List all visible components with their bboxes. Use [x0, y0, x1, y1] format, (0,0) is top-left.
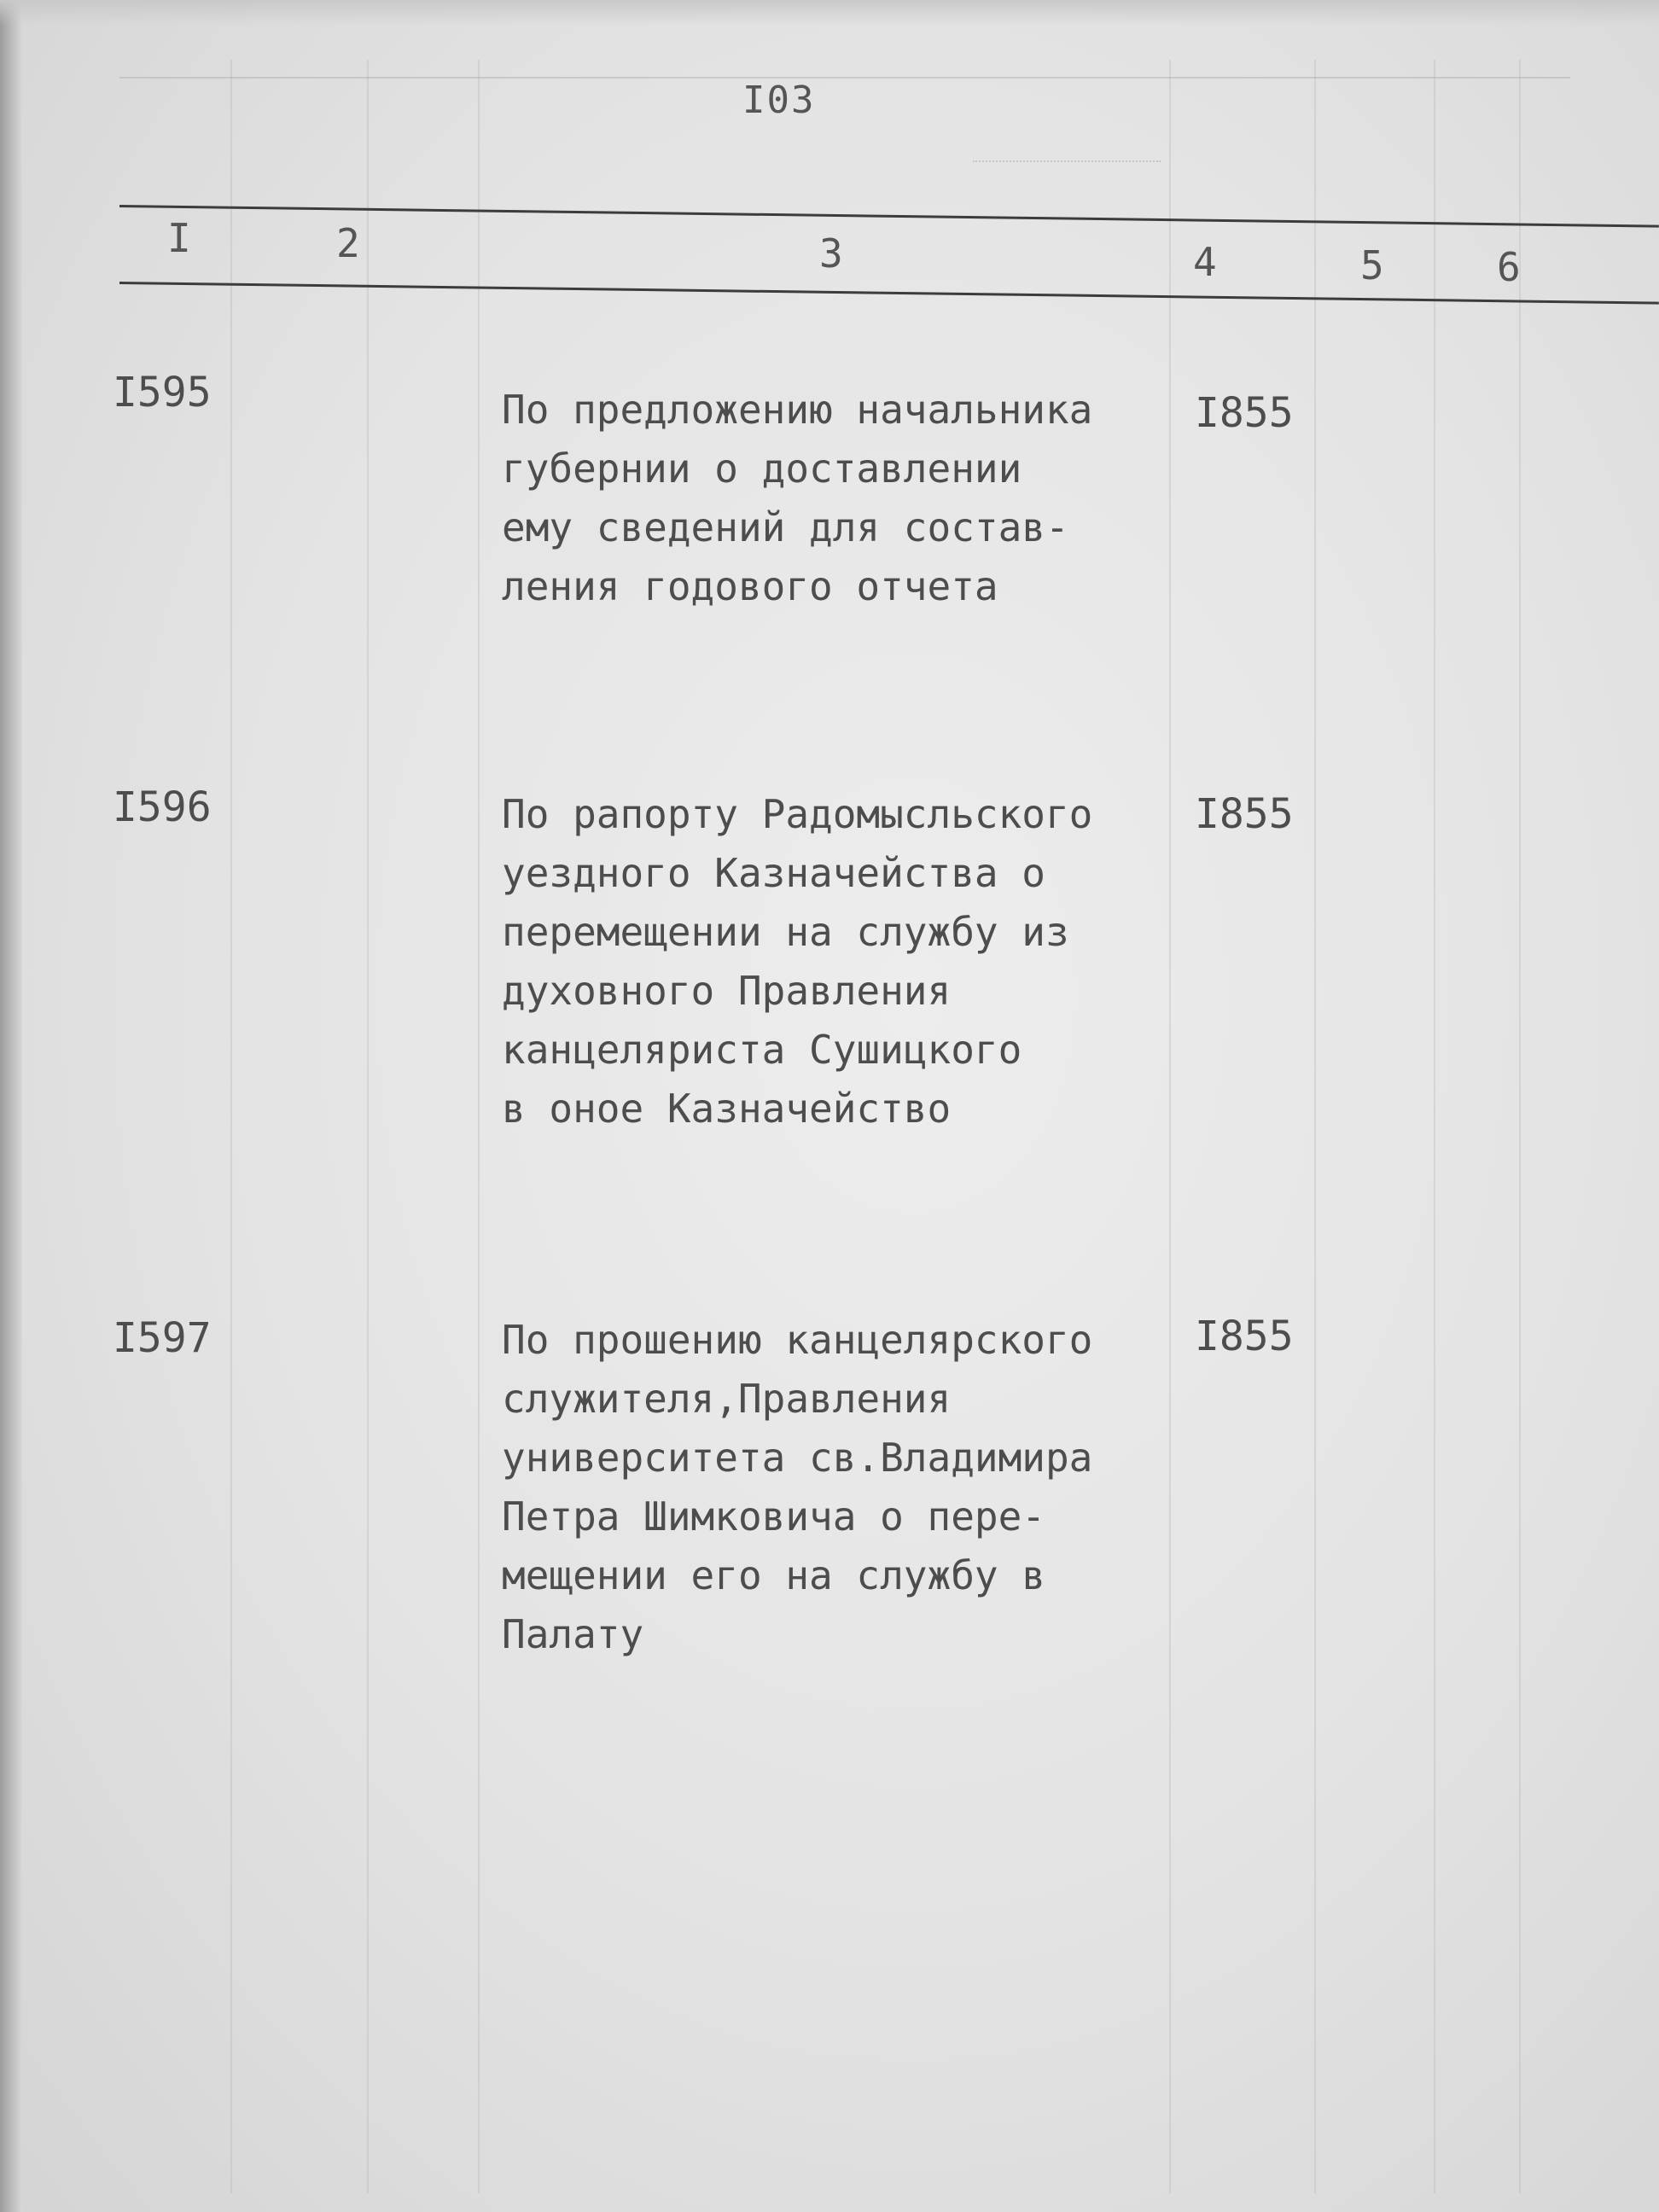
- column-divider: [367, 60, 369, 2193]
- faint-header-grid: [119, 77, 1570, 189]
- page-number: I03: [742, 79, 816, 122]
- column-divider: [478, 60, 480, 2193]
- entry-year: I855: [1195, 1313, 1294, 1360]
- entry-year: I855: [1195, 790, 1294, 838]
- column-divider: [1519, 60, 1521, 2193]
- column-divider: [1169, 60, 1171, 2193]
- faint-header-mark: [973, 145, 1161, 162]
- column-divider: [1434, 60, 1435, 2193]
- entry-description: По рапорту Радомысльского уездного Казначейства о перемещении на службу из духовного Правления канцеляриста Сушицкого в оное Казначейство: [502, 791, 1093, 1132]
- column-number-1: I: [167, 215, 191, 261]
- entry-description: По прошению канцелярского служителя,Правления университета св.Владимира Петра Шимковича о пере- мещении его на службу в Палату: [502, 1317, 1093, 1657]
- header-rule-bottom: [119, 282, 1659, 305]
- entry-number: I595: [113, 369, 212, 416]
- column-number-4: 4: [1193, 239, 1217, 285]
- entry-description: По предложению начальника губернии о доставлении ему сведений для состав- ления годового отчета: [502, 387, 1093, 609]
- column-number-3: 3: [819, 230, 843, 276]
- column-number-2: 2: [336, 220, 360, 266]
- page-edge-shadow: [0, 0, 22, 2212]
- column-divider: [230, 60, 232, 2193]
- column-number-5: 5: [1360, 242, 1384, 288]
- page-top-shadow: [0, 0, 1659, 26]
- entry-number: I597: [113, 1314, 212, 1362]
- column-divider: [1314, 60, 1316, 2193]
- entry-year: I855: [1195, 389, 1294, 437]
- entry-number: I596: [113, 783, 212, 831]
- column-number-6: 6: [1497, 244, 1521, 290]
